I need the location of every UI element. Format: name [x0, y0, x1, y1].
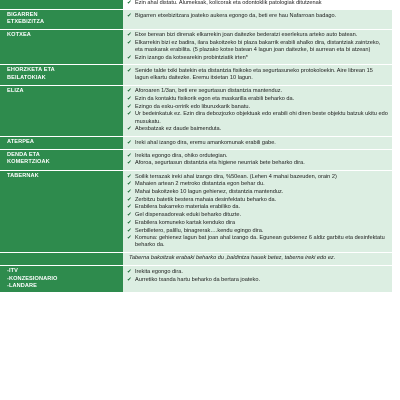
list-item: [127, 140, 388, 147]
table-row: [0, 266, 392, 292]
row-label-line: -LANDARE: [7, 282, 38, 289]
list-item-text: Irekita egongo dira.: [135, 268, 183, 275]
row-content: [123, 253, 392, 265]
list-item-text: Aforoaren 1/3an, beti ere segurtasun distantzia mantenduz.: [135, 88, 283, 95]
list-item-text: Ur bedeinkatuk ez. Ezin dira debozjozko objektuak edo erabili ohi diren beste objektu batzuk ukitu edo musukatu.: [135, 111, 388, 125]
row-label-line: EHORZKETA ETA: [7, 67, 55, 74]
checkmark-icon: ✔: [127, 173, 132, 180]
table-row: [0, 30, 392, 65]
list-item: [127, 55, 388, 62]
list-item-text: Erabilera bakarreko materiala erabiliko da.: [135, 204, 241, 211]
row-note: Taberna bakoitzak erabaki beharko du ,baldintza hauek betez, taberna ireki edo ez.: [129, 255, 336, 262]
list-item: [127, 160, 388, 167]
checkmark-icon: ✔: [127, 88, 132, 95]
row-label-line: ELIZA: [7, 87, 24, 94]
list-item: [127, 220, 388, 227]
row-label: [0, 253, 123, 265]
list-item: [127, 235, 388, 249]
list-item-text: Etxe berean bizi direnak elkarrekin joan daitezke bederatzi eserlekura arteko auto batean.: [135, 32, 358, 39]
checkmark-icon: ✔: [127, 67, 132, 74]
list-item: [127, 277, 388, 284]
row-label-line: KOMERTZIOAK: [7, 159, 50, 166]
checkmark-icon: ✔: [127, 12, 132, 19]
row-label-line: BIGARREN: [7, 12, 38, 19]
list-item-text: Zerbitzu batetik bestera mahaia desinfektatu beharko da.: [135, 196, 277, 203]
list-item: [127, 269, 388, 276]
rule-list: [127, 88, 388, 133]
rule-list: [127, 153, 388, 168]
list-item-text: Komuna: gehienez lagun bat joan ahal izango da. Egunean gutxienez 6 aldiz garbitu eta desinfektatu beharko da.: [135, 235, 385, 249]
row-label: [0, 137, 123, 149]
list-item: [127, 88, 388, 95]
row-label-line: ETXEBIZITZA: [7, 19, 45, 26]
rule-list: [127, 140, 388, 147]
list-item: [127, 0, 388, 7]
list-item-text: Ireki ahal izango dira, eremu amankomunak erabili gabe.: [135, 139, 276, 146]
list-item-text: Bigarren etxebizitzara joateko aukera egongo da, beti ere hau Nafarroan badago.: [135, 12, 337, 19]
list-item-text: Aurretiko txanda hartu beharko da bertara joateko.: [135, 276, 261, 283]
checkmark-icon: ✔: [127, 204, 132, 211]
row-label: [0, 150, 123, 170]
list-item: [127, 126, 388, 133]
list-item-text: Senide talde txiki batekin eta distantzia fisikoko eta segurtasuneko protokoloekin. Aire librean 15 lagun elkartu daitezke. Eremu itxietan 10 lagun.: [135, 67, 373, 82]
row-content: [123, 266, 392, 292]
table-row: [0, 0, 392, 9]
row-content: [123, 10, 392, 28]
list-item: [127, 111, 388, 125]
table-row: [0, 150, 392, 170]
rule-list: [127, 68, 388, 82]
list-item: [127, 153, 388, 160]
list-item-text: Ezin da kontaktu fisikorik egon eta maskarilla erabili beharko da.: [135, 96, 295, 103]
list-item: [127, 13, 388, 20]
row-content: [123, 150, 392, 170]
checkmark-icon: ✔: [127, 126, 132, 133]
list-item: [127, 228, 388, 235]
list-item: [127, 96, 388, 103]
checkmark-icon: ✔: [127, 111, 132, 118]
row-content: [123, 0, 392, 9]
rule-list: [127, 0, 388, 7]
row-content: [123, 137, 392, 149]
table-row: [0, 171, 392, 252]
row-label-line: TABERNAK: [7, 173, 39, 180]
row-label-line: -KONZESIONARIO: [7, 275, 58, 282]
list-item: [127, 104, 388, 111]
checkmark-icon: ✔: [127, 181, 132, 188]
row-label-line: DENDA ETA: [7, 152, 40, 159]
table-row: [0, 86, 392, 136]
list-item: [127, 32, 388, 39]
table-row: [0, 137, 392, 149]
list-item-text: Abesbatzak ez daude baimenduta.: [135, 126, 222, 133]
checkmark-icon: ✔: [127, 235, 132, 242]
row-label: [0, 65, 123, 84]
list-item-text: Elkarrekin bizi ez badira, ilara bakoitzeko bi plaza bakarrik erabili ahalko dira, distantziak zaintzeko, eta maskarak erabilita. (5 plazako kotxe batean 4 lagun joan daitezke, bi aurrean eta bi atzean): [135, 39, 381, 54]
row-content: [123, 30, 392, 65]
list-item: [127, 204, 388, 211]
row-label-line: -ITV: [7, 268, 18, 275]
rule-list: [127, 32, 388, 62]
list-item-text: Ezingo da esku-orririk edo liburuxkarik banatu.: [135, 103, 251, 110]
list-item-text: Gel dispensadoreak eduki beharko dituzte.: [135, 212, 242, 219]
row-label: [0, 171, 123, 252]
list-item: [127, 197, 388, 204]
list-item: [127, 212, 388, 219]
checkmark-icon: ✔: [127, 0, 132, 6]
rule-list: [127, 174, 388, 250]
table-row-note: [0, 253, 392, 265]
list-item: [127, 68, 388, 82]
checkmark-icon: ✔: [127, 189, 132, 196]
table-row: [0, 10, 392, 28]
row-label-line: BEILATOKIAK: [7, 74, 46, 81]
row-label: [0, 266, 123, 292]
checkmark-icon: ✔: [127, 103, 132, 110]
checkmark-icon: ✔: [127, 276, 132, 283]
row-label: [0, 86, 123, 136]
list-item: [127, 181, 388, 188]
list-item-text: Aforoa, segurtasun distantzia eta higiene neurriak bete beharko dira.: [135, 160, 305, 167]
list-item: [127, 40, 388, 54]
checkmark-icon: ✔: [127, 219, 132, 226]
checkmark-icon: ✔: [127, 39, 132, 46]
list-item-text: Mahai bakoitzeko 10 lagun gehienez, distantzia mantenduz.: [135, 189, 284, 196]
checkmark-icon: ✔: [127, 152, 132, 159]
list-item-text: Serbilletero, palillu, binagrerak….kendu egingo dira.: [135, 227, 264, 234]
checkmark-icon: ✔: [127, 160, 132, 167]
checkmark-icon: ✔: [127, 54, 132, 61]
row-label: [0, 10, 123, 28]
list-item-text: Ezin ahal distatu. Alumeksak, kolicorak eta odontoklik patologiak ditutzenak: [135, 0, 322, 6]
row-label-line: KOTXEA: [7, 31, 31, 38]
row-content: [123, 65, 392, 84]
row-label-line: ATERPEA: [7, 139, 35, 146]
row-label: [0, 0, 123, 9]
row-content: [123, 86, 392, 136]
rule-list: [127, 13, 388, 20]
list-item-text: Irekita egongo dira, ohiko ordutegian.: [135, 152, 228, 159]
list-item-text: Soilik terrazak ireki ahal izango dira, %50ean. (Lehen 4 mahai bazeuden, orain 2): [135, 173, 337, 180]
checkmark-icon: ✔: [127, 212, 132, 219]
table-row: [0, 65, 392, 84]
list-item-text: Erabilera komuneko kartak kenduko dira: [135, 219, 236, 226]
list-item-text: Ezin izango da kotxearekin probintziatik irten*: [135, 54, 248, 61]
checkmark-icon: ✔: [127, 227, 132, 234]
rule-list: [127, 269, 388, 284]
row-label: [0, 30, 123, 65]
row-content: [123, 171, 392, 252]
list-item: [127, 189, 388, 196]
checkmark-icon: ✔: [127, 268, 132, 275]
checkmark-icon: ✔: [127, 96, 132, 103]
list-item: [127, 174, 388, 181]
list-item-text: Mahaien artean 2 metroko distantzia egon behar du.: [135, 181, 265, 188]
checkmark-icon: ✔: [127, 32, 132, 39]
checkmark-icon: ✔: [127, 139, 132, 146]
checkmark-icon: ✔: [127, 196, 132, 203]
